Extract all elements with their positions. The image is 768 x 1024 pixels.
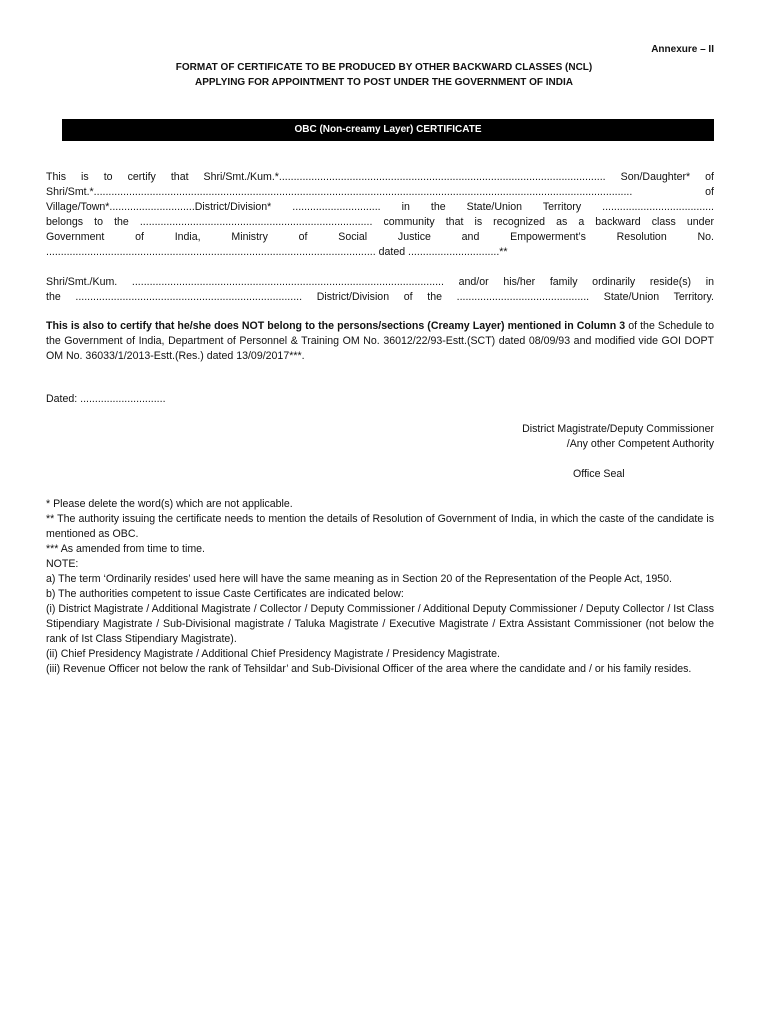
creamy-layer-text: of the Schedule to the Government of India, Department of Personnel & Training OM No. 36012/22/93-Estt.(SCT) dated 08/09/93 and modified vide GOI DOPT OM No. 36033/1/2013-Estt.(Res.) dated 13/09/2017***. [46, 320, 714, 362]
office-seal-label: Office Seal [573, 468, 625, 480]
certify-line: ................................................................................................................ dated ...............................** [46, 246, 508, 258]
certify-line: Government of India, Ministry of Social Justice and Empowerment’s Resolution No. [46, 231, 714, 243]
certify-line: Village/Town*.............................District/Division* .............................. in the State/Union Territory ...................................... [46, 201, 714, 213]
footnote: *** As amended from time to time. [46, 543, 205, 555]
residence-line: Shri/Smt./Kum. .......................................................................................................... and/or his/her family ordinarily reside(s) in [46, 276, 714, 288]
footnote: * Please delete the word(s) which are not applicable. [46, 498, 293, 510]
residence-paragraph [46, 275, 714, 305]
note-item: (iii) Revenue Officer not below the rank of Tehsildar’ and Sub-Divisional Officer of the area where the candidate and / or his family resides. [46, 663, 692, 675]
note-heading: NOTE: [46, 558, 79, 570]
footnote: ** The authority issuing the certificate needs to mention the details of Resolution of Government of India, in which the caste of the candidate is mentioned as OBC. [46, 513, 714, 540]
annexure-label: Annexure – II [651, 44, 714, 55]
note-item: b) The authorities competent to issue Caste Certificates are indicated below: [46, 588, 404, 600]
note-item: (ii) Chief Presidency Magistrate / Additional Chief Presidency Magistrate / Presidency Magistrate. [46, 648, 500, 660]
certify-line: Shri/Smt.*....................................................................................................................................................................................... of [46, 186, 714, 198]
document-heading [60, 60, 708, 90]
creamy-layer-paragraph [46, 319, 714, 364]
signing-authority [522, 422, 714, 452]
heading-line-1: FORMAT OF CERTIFICATE TO BE PRODUCED BY OTHER BACKWARD CLASSES (NCL) [175, 62, 593, 73]
dated-field: Dated: ............................. [46, 393, 166, 405]
note-item: (i) District Magistrate / Additional Magistrate / Collector / Deputy Commissioner / Additional Deputy Commissioner / Deputy Collector / Ist Class Stipendiary Magistrate / Sub-Divisional magistrate / Taluka Magistrate / Executive Magistrate / Extra Assistant Commissioner (not below the rank of Ist Class Stipendiary Magistrate). [46, 603, 714, 645]
certificate-title-banner: OBC (Non-creamy Layer) CERTIFICATE [62, 119, 714, 141]
authority-line-2: /Any other Competent Authority [566, 438, 714, 450]
certify-line: This is to certify that Shri/Smt./Kum.*............................................................................................................... Son/Daughter* of [46, 171, 714, 183]
certify-line: belongs to the ............................................................................... community that is recognized as a backward class under [46, 216, 714, 228]
authority-line-1: District Magistrate/Deputy Commissioner [522, 423, 714, 435]
heading-line-2: APPLYING FOR APPOINTMENT TO POST UNDER THE GOVERNMENT OF INDIA [195, 77, 573, 88]
note-item: a) The term ‘Ordinarily resides’ used here will have the same meaning as in Section 20 of the Representation of the People Act, 1950. [46, 573, 672, 585]
certify-paragraph [46, 170, 714, 260]
creamy-layer-bold-text: This is also to certify that he/she does NOT belong to the persons/sections (Creamy Layer) mentioned in Column 3 [46, 320, 626, 332]
footnotes [46, 497, 714, 677]
residence-line: the ............................................................................. District/Division of the ............................................. State/Union Territory. [46, 291, 714, 303]
